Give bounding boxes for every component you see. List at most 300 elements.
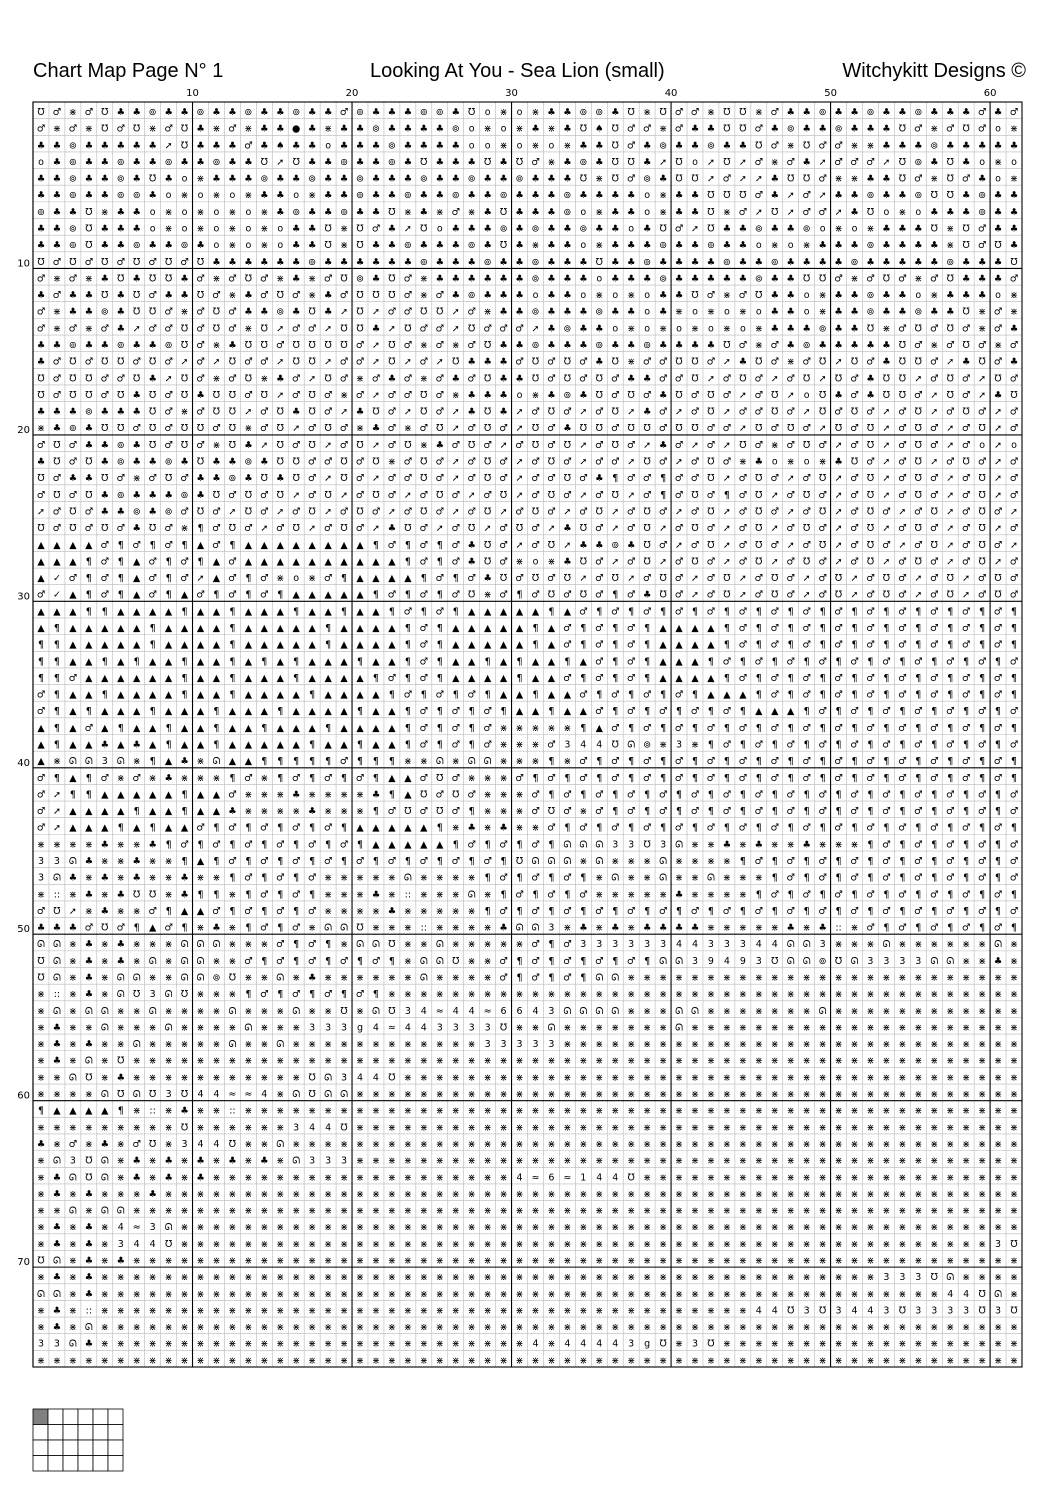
stitch-symbol: ⋇ [547, 1255, 556, 1267]
stitch-symbol: ⋇ [531, 822, 540, 834]
stitch-symbol: ▲ [117, 706, 125, 718]
stitch-symbol: ¶ [580, 722, 587, 734]
stitch-symbol: ♂ [993, 356, 1003, 368]
stitch-symbol: ♂ [403, 389, 413, 401]
stitch-symbol: ♣ [834, 389, 843, 401]
row-label: 50 [17, 924, 30, 936]
stitch-symbol: ♂ [898, 689, 907, 701]
stitch-symbol: ♣ [36, 290, 46, 302]
stitch-symbol: ¶ [628, 606, 635, 618]
stitch-symbol: ⋇ [722, 323, 731, 335]
stitch-symbol: ▲ [101, 672, 109, 684]
stitch-symbol: ⋇ [994, 1155, 1003, 1167]
stitch-symbol: ⋇ [531, 240, 540, 252]
stitch-symbol: ♣ [563, 523, 572, 535]
stitch-symbol: ▲ [547, 639, 556, 651]
stitch-symbol: ♂ [818, 856, 827, 867]
stitch-symbol: 3 [580, 939, 587, 951]
stitch-symbol: ⊚ [244, 456, 253, 468]
stitch-symbol: ¶ [277, 589, 284, 601]
stitch-symbol: Ʊ [37, 256, 45, 268]
stitch-symbol: o [819, 223, 826, 235]
stitch-symbol: ♣ [228, 340, 237, 352]
stitch-symbol: ♣ [196, 240, 205, 252]
stitch-symbol: ♣ [36, 1138, 46, 1150]
stitch-symbol: ♂ [212, 423, 221, 435]
stitch-symbol: ➚ [675, 456, 684, 468]
stitch-symbol: ⋇ [164, 1055, 173, 1067]
stitch-symbol: ♂ [563, 955, 572, 967]
stitch-symbol: ⋇ [802, 989, 811, 1001]
stitch-symbol: ⋇ [403, 1355, 412, 1367]
stitch-symbol: 3 [484, 1039, 491, 1051]
stitch-symbol: ⊚ [595, 106, 604, 118]
stitch-symbol: ⋇ [356, 1305, 364, 1317]
stitch-symbol: ♂ [499, 539, 508, 551]
stitch-symbol: 3 [532, 1039, 539, 1051]
stitch-symbol: ♂ [547, 473, 556, 485]
stitch-symbol: ▲ [180, 589, 189, 601]
stitch-symbol: ¶ [372, 672, 379, 684]
stitch-symbol: ♣ [52, 1039, 62, 1051]
stitch-symbol: ⋇ [770, 1089, 779, 1101]
stitch-symbol: ⋇ [946, 1338, 955, 1350]
stitch-symbol: ⋇ [260, 1172, 269, 1184]
stitch-symbol: ⋇ [324, 1222, 333, 1234]
stitch-symbol: ➚ [898, 506, 907, 518]
stitch-symbol: 4 [197, 1138, 204, 1150]
stitch-symbol: ⋇ [818, 1338, 827, 1350]
stitch-symbol: ⋇ [547, 1238, 556, 1250]
stitch-symbol: ⋇ [643, 1055, 652, 1067]
stitch-symbol: Ʊ [308, 439, 316, 451]
stitch-symbol: ⋇ [180, 1322, 189, 1334]
stitch-symbol: ⋇ [435, 1322, 444, 1334]
stitch-symbol: Ʊ [260, 323, 268, 335]
stitch-symbol: ¶ [404, 539, 411, 551]
stitch-symbol: ♂ [36, 323, 46, 335]
stitch-symbol: ♣ [68, 473, 78, 485]
stitch-symbol: ⋇ [499, 1255, 508, 1267]
stitch-symbol: ᘏ [579, 1005, 588, 1017]
stitch-symbol: ♂ [467, 473, 476, 485]
stitch-symbol: ♂ [738, 290, 748, 302]
stitch-symbol: ♣ [196, 389, 205, 401]
stitch-symbol: ♂ [626, 556, 636, 568]
stitch-symbol: ⋇ [834, 1072, 843, 1084]
stitch-symbol: o [181, 173, 188, 185]
stitch-symbol: ♂ [100, 772, 110, 784]
stitch-symbol: ➚ [403, 489, 412, 501]
stitch-symbol: ➚ [515, 456, 524, 468]
stitch-symbol: ⋇ [324, 1138, 333, 1150]
stitch-symbol: ¶ [803, 806, 810, 818]
stitch-symbol: ♣ [579, 389, 588, 401]
stitch-symbol: Ʊ [978, 473, 986, 485]
stitch-symbol: ♣ [834, 106, 843, 118]
stitch-symbol: ▲ [244, 556, 253, 568]
stitch-symbol: ¶ [883, 672, 890, 684]
stitch-symbol: ♂ [164, 523, 173, 535]
stitch-symbol: ♣ [993, 106, 1003, 118]
stitch-symbol: ▲ [37, 622, 45, 634]
stitch-symbol: ⋇ [276, 1355, 285, 1367]
stitch-symbol: ♂ [419, 423, 429, 435]
stitch-symbol: ♣ [323, 106, 333, 118]
stitch-symbol: ♂ [674, 722, 684, 734]
stitch-symbol: ¶ [245, 573, 252, 585]
stitch-symbol: ⋇ [898, 1238, 907, 1250]
stitch-symbol: ▲ [388, 722, 396, 734]
stitch-symbol: Ʊ [930, 539, 938, 551]
stitch-symbol: ♣ [387, 106, 397, 118]
stitch-symbol: ᘏ [68, 1205, 77, 1217]
stitch-symbol: ⋇ [946, 1105, 955, 1117]
stitch-symbol: ᘏ [595, 972, 604, 984]
stitch-symbol: ⋇ [850, 972, 859, 984]
stitch-symbol: 3 [644, 939, 651, 951]
stitch-symbol: ♂ [802, 756, 811, 768]
stitch-symbol: ♂ [722, 806, 732, 818]
stitch-symbol: Ʊ [420, 456, 428, 468]
stitch-symbol: ♂ [339, 106, 349, 118]
stitch-symbol: 9 [707, 955, 714, 967]
stitch-symbol: ⋇ [914, 1105, 923, 1117]
stitch-symbol: ⋇ [547, 1305, 556, 1317]
stitch-symbol: ♣ [690, 140, 700, 152]
stitch-symbol: ⋇ [563, 1238, 572, 1250]
stitch-symbol: Ʊ [850, 456, 859, 468]
stitch-symbol: ⊚ [866, 240, 875, 252]
stitch-symbol: ♣ [977, 273, 987, 285]
stitch-symbol: ⋇ [722, 290, 731, 302]
stitch-symbol: ⋇ [866, 1188, 875, 1200]
stitch-symbol: ♣ [228, 173, 237, 185]
stitch-symbol: ⋇ [866, 1005, 875, 1017]
stitch-symbol: ♂ [419, 722, 429, 734]
stitch-symbol: ♂ [945, 123, 955, 135]
stitch-symbol: ⋇ [786, 1122, 795, 1134]
stitch-symbol: ¶ [915, 689, 922, 701]
stitch-symbol: ♂ [898, 756, 907, 768]
stitch-symbol: ♂ [435, 323, 445, 335]
stitch-symbol: ⋇ [882, 1338, 891, 1350]
stitch-symbol: ▲ [228, 722, 237, 734]
stitch-symbol: ¶ [229, 839, 236, 851]
stitch-symbol: ♂ [882, 539, 891, 551]
stitch-symbol: o [245, 206, 252, 218]
stitch-symbol: ⋇ [419, 1338, 428, 1350]
stitch-symbol: ♂ [898, 622, 907, 634]
stitch-symbol: ⋇ [962, 1105, 971, 1117]
stitch-symbol: ⋇ [706, 1039, 715, 1051]
stitch-symbol: ➚ [754, 206, 763, 218]
stitch-symbol: ♣ [674, 140, 684, 152]
stitch-symbol: ♣ [84, 439, 94, 451]
stitch-symbol: ♂ [595, 706, 604, 718]
stitch-symbol: ➚ [930, 406, 939, 418]
stitch-symbol: ⋇ [770, 1138, 779, 1150]
stitch-symbol: ¶ [851, 606, 858, 618]
stitch-symbol: ▲ [579, 656, 587, 668]
stitch-symbol: ⋇ [834, 1005, 843, 1017]
stitch-symbol: Ʊ [164, 273, 173, 285]
stitch-symbol: ⋇ [403, 756, 412, 768]
stitch-symbol: ♣ [1009, 223, 1019, 235]
stitch-symbol: ♣ [658, 256, 668, 268]
stitch-symbol: ⋇ [547, 1322, 556, 1334]
stitch-symbol: ♣ [84, 1288, 94, 1300]
stitch-symbol: Ʊ [468, 589, 476, 601]
stitch-symbol: ⋇ [595, 872, 604, 884]
stitch-symbol: ♂ [531, 939, 540, 951]
stitch-symbol: ⋇ [770, 1322, 779, 1334]
stitch-symbol: ⊚ [451, 123, 460, 135]
stitch-symbol: ♂ [626, 706, 636, 718]
stitch-symbol: ➚ [898, 539, 907, 551]
stitch-symbol: ᘏ [563, 856, 572, 867]
stitch-symbol: ▲ [468, 622, 476, 634]
stitch-symbol: ⊚ [435, 106, 444, 118]
stitch-symbol: ¶ [293, 756, 300, 768]
stitch-symbol: Ʊ [133, 256, 141, 268]
stitch-symbol: ⋇ [946, 939, 955, 951]
stitch-symbol: ♣ [148, 456, 157, 468]
stitch-symbol: ᘏ [52, 939, 61, 951]
stitch-symbol: ⋇ [132, 1305, 141, 1317]
stitch-symbol: ⋇ [579, 1288, 588, 1300]
stitch-symbol: 4 [676, 939, 683, 951]
stitch-symbol: ⋇ [930, 1138, 939, 1150]
stitch-symbol: o [851, 223, 858, 235]
stitch-symbol: ♣ [116, 323, 125, 335]
stitch-symbol: ♂ [260, 922, 269, 934]
stitch-symbol: ¶ [867, 839, 874, 851]
stitch-symbol: ⋇ [116, 1138, 125, 1150]
stitch-symbol: ▲ [483, 622, 492, 634]
stitch-symbol: ⋇ [356, 1055, 364, 1067]
stitch-symbol: ᘏ [563, 1005, 572, 1017]
stitch-symbol: ▲ [356, 672, 364, 684]
stitch-symbol: ⋇ [515, 1338, 524, 1350]
stitch-symbol: ᘏ [52, 955, 61, 967]
stitch-symbol: ♣ [100, 506, 110, 518]
stitch-symbol: ⋇ [994, 1005, 1003, 1017]
stitch-symbol: ⋇ [340, 1238, 349, 1250]
stitch-symbol: ▲ [69, 806, 77, 818]
stitch-symbol: ♣ [164, 1172, 173, 1184]
stitch-symbol: ¶ [691, 606, 699, 618]
stitch-symbol: ⋇ [818, 1238, 827, 1250]
stitch-symbol: ⊚ [930, 140, 939, 152]
stitch-symbol: ⋇ [260, 1322, 269, 1334]
stitch-symbol: ➚ [786, 539, 795, 551]
stitch-symbol: ⋇ [403, 206, 412, 218]
stitch-symbol: Ʊ [978, 1288, 986, 1300]
stitch-symbol: ♂ [371, 223, 381, 235]
stitch-symbol: ▲ [164, 756, 173, 768]
stitch-symbol: ♣ [36, 456, 46, 468]
stitch-symbol: ⋇ [84, 123, 93, 135]
stitch-symbol: ♂ [595, 656, 604, 668]
stitch-symbol: ♂ [626, 123, 636, 135]
stitch-symbol: ▲ [101, 789, 109, 801]
stitch-symbol: ⋇ [834, 1272, 843, 1284]
stitch-symbol: ⋇ [419, 939, 428, 951]
stitch-symbol: ⋇ [994, 1338, 1003, 1350]
stitch-symbol: ᘏ [467, 889, 476, 901]
stitch-symbol: ♂ [658, 423, 668, 435]
stitch-symbol: ⋇ [1010, 290, 1019, 302]
stitch-symbol: ♂ [180, 839, 189, 851]
stitch-symbol: ⋇ [722, 989, 731, 1001]
stitch-symbol: ⋇ [691, 972, 699, 984]
stitch-symbol: ⋇ [499, 1155, 508, 1167]
stitch-symbol: ⋇ [435, 1355, 444, 1367]
stitch-symbol: ♣ [993, 140, 1003, 152]
stitch-symbol: ⋇ [1010, 1039, 1019, 1051]
stitch-symbol: ⋇ [818, 1055, 827, 1067]
stitch-symbol: ♂ [738, 772, 748, 784]
stitch-symbol: ♂ [371, 955, 381, 967]
stitch-symbol: ⋇ [435, 1288, 444, 1300]
stitch-symbol: ♣ [403, 106, 413, 118]
stitch-symbol: ᘏ [276, 1039, 285, 1051]
stitch-symbol: ⊚ [914, 156, 923, 168]
stitch-symbol: ♂ [419, 639, 429, 651]
stitch-symbol: ⋇ [451, 1105, 460, 1117]
stitch-symbol: ⋇ [754, 1022, 763, 1034]
stitch-symbol: ♂ [914, 123, 923, 135]
stitch-symbol: ♣ [961, 106, 971, 118]
stitch-symbol: ¶ [644, 672, 651, 684]
stitch-symbol: ♂ [898, 573, 907, 585]
stitch-symbol: ♣ [738, 356, 748, 368]
stitch-symbol: ⋇ [531, 739, 540, 751]
stitch-symbol: ♂ [977, 806, 987, 818]
stitch-symbol: ⋇ [834, 1238, 843, 1250]
stitch-symbol: ¶ [165, 839, 172, 851]
stitch-symbol: ⋇ [356, 1122, 364, 1134]
stitch-symbol: ♂ [419, 622, 429, 634]
stitch-symbol: o [245, 240, 252, 252]
stitch-symbol: ♂ [595, 573, 604, 585]
stitch-symbol: Ʊ [149, 889, 157, 901]
stitch-symbol: ⋇ [435, 1138, 444, 1150]
stitch-symbol: ⋇ [611, 1122, 620, 1134]
stitch-symbol: 3 [341, 1155, 348, 1167]
stitch-symbol: ⋇ [531, 1105, 540, 1117]
stitch-symbol: ¶ [899, 656, 906, 668]
stitch-symbol: ᘏ [786, 955, 795, 967]
stitch-symbol: Ʊ [37, 523, 45, 535]
stitch-symbol: ♣ [499, 406, 508, 418]
stitch-symbol: ⋇ [403, 1238, 412, 1250]
stitch-symbol: ⊚ [467, 240, 476, 252]
stitch-symbol: ⋇ [738, 1072, 747, 1084]
stitch-symbol: ♂ [307, 839, 317, 851]
stitch-symbol: ♣ [52, 922, 62, 934]
stitch-symbol: ⋇ [483, 789, 492, 801]
stitch-symbol: Ʊ [101, 256, 109, 268]
stitch-symbol: ♣ [244, 306, 253, 318]
stitch-symbol: ♣ [68, 206, 78, 218]
stitch-symbol: ⋇ [451, 822, 460, 834]
stitch-symbol: ♂ [658, 456, 668, 468]
stitch-symbol: ⋇ [1010, 1338, 1019, 1350]
stitch-symbol: ♂ [690, 806, 700, 818]
stitch-symbol: ⋇ [371, 1188, 380, 1200]
stitch-symbol: ▲ [531, 656, 540, 668]
stitch-symbol: Ʊ [69, 506, 77, 518]
stitch-symbol: ♂ [132, 1138, 141, 1150]
page-map-cell [33, 1425, 48, 1441]
stitch-symbol: ♣ [754, 456, 764, 468]
stitch-symbol: ♂ [563, 672, 572, 684]
stitch-symbol: ¶ [723, 772, 730, 784]
stitch-symbol: ♣ [36, 340, 46, 352]
stitch-symbol: ⋇ [531, 756, 540, 768]
stitch-symbol: ⋇ [116, 1022, 125, 1034]
stitch-symbol: Ʊ [595, 256, 603, 268]
stitch-symbol: ♣ [52, 223, 62, 235]
stitch-symbol: ♂ [387, 589, 397, 601]
stitch-symbol: ¶ [372, 806, 379, 818]
stitch-symbol: ♣ [371, 789, 381, 801]
stitch-symbol: Ʊ [898, 373, 906, 385]
stitch-symbol: ⋇ [531, 389, 540, 401]
stitch-symbol: ⋇ [754, 323, 763, 335]
stitch-symbol: ♣ [164, 173, 173, 185]
stitch-symbol: ♣ [786, 340, 795, 352]
stitch-symbol: ⊚ [116, 173, 125, 185]
stitch-symbol: ¶ [899, 872, 906, 884]
stitch-symbol: Ʊ [930, 223, 938, 235]
stitch-symbol: ⋇ [595, 1072, 604, 1084]
stitch-symbol: ♣ [467, 273, 476, 285]
stitch-symbol: 3 [37, 1338, 45, 1350]
stitch-symbol: ➚ [276, 323, 285, 335]
stitch-symbol: ♂ [754, 856, 764, 867]
stitch-symbol: ¶ [851, 689, 858, 701]
stitch-symbol: ♣ [403, 140, 413, 152]
stitch-symbol: Ʊ [420, 223, 428, 235]
stitch-symbol: Ʊ [244, 489, 252, 501]
stitch-symbol: ⋇ [563, 1322, 572, 1334]
stitch-symbol: ⋇ [499, 1072, 508, 1084]
stitch-symbol: ⋇ [100, 955, 109, 967]
stitch-symbol: ➚ [371, 389, 380, 401]
stitch-symbol: ⋇ [786, 972, 795, 984]
stitch-symbol: ⋇ [371, 1238, 380, 1250]
stitch-symbol: ⋇ [356, 789, 364, 801]
stitch-symbol: ¶ [404, 739, 411, 751]
stitch-symbol: ᘏ [276, 1138, 285, 1150]
stitch-symbol: ♣ [499, 922, 508, 934]
stitch-symbol: ⋇ [930, 340, 939, 352]
stitch-symbol: ⋇ [706, 1072, 715, 1084]
stitch-symbol: ⋇ [340, 1055, 349, 1067]
stitch-symbol: ⋇ [898, 939, 907, 951]
stitch-symbol: ♂ [914, 706, 923, 718]
stitch-symbol: ♣ [371, 273, 381, 285]
stitch-symbol: ♂ [196, 589, 205, 601]
stitch-symbol: ⋇ [515, 806, 524, 818]
stitch-symbol: ⋇ [228, 1072, 237, 1084]
stitch-symbol: ¶ [947, 639, 954, 651]
stitch-symbol: Ʊ [499, 1022, 508, 1034]
stitch-symbol: ⋇ [435, 889, 444, 901]
